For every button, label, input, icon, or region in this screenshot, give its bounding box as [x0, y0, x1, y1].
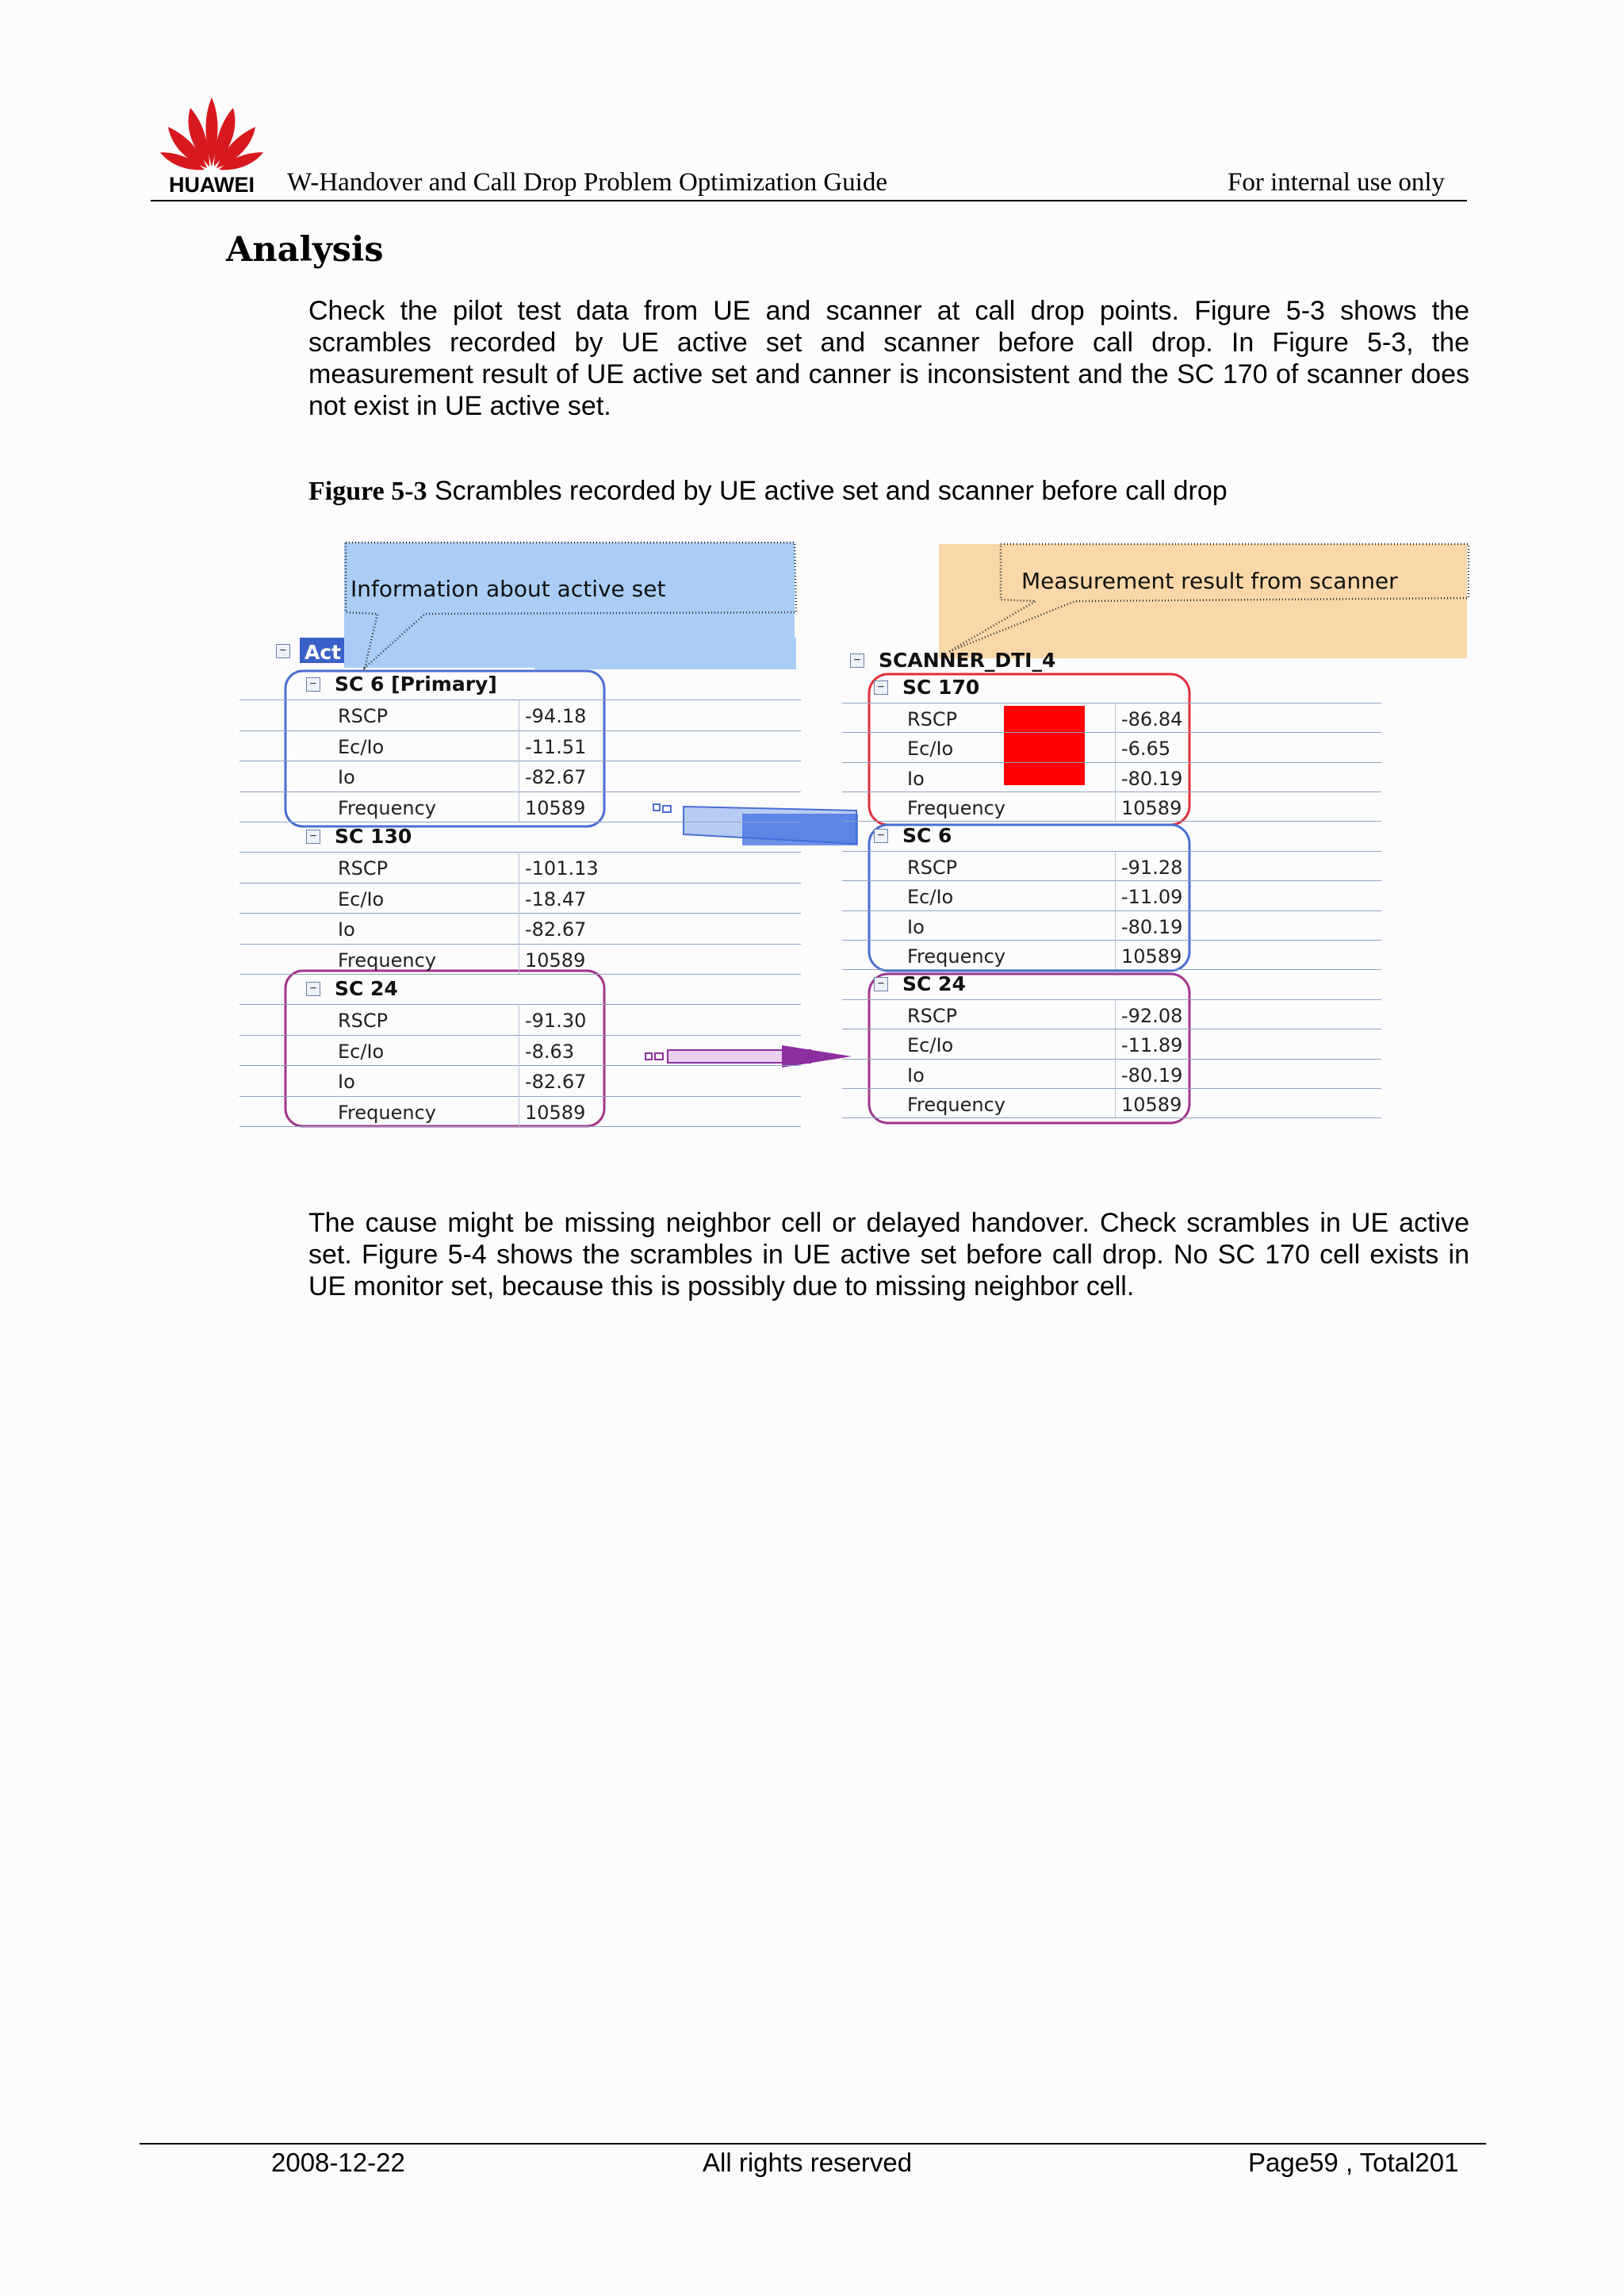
property-value: 10589 — [525, 1101, 586, 1124]
property-label: Frequency — [907, 796, 1005, 819]
property-value: -86.84 — [1121, 708, 1183, 730]
column-separator — [1115, 792, 1116, 821]
property-label: Io — [338, 1071, 355, 1093]
property-label: Io — [907, 767, 925, 790]
property-label: Frequency — [338, 949, 436, 972]
property-value: -94.18 — [525, 705, 587, 727]
property-label: Io — [338, 918, 355, 941]
right-root-label[interactable]: SCANNER_DTI_4 — [879, 649, 1056, 672]
property-value: -91.30 — [525, 1010, 587, 1032]
collapse-icon[interactable]: − — [306, 677, 320, 692]
table-row — [239, 1096, 801, 1128]
left-callout-text: Information about active set — [350, 576, 666, 602]
property-value: 10589 — [525, 796, 586, 819]
property-value: -82.67 — [525, 766, 587, 788]
property-value: -11.51 — [525, 735, 587, 758]
collapse-icon[interactable]: − — [874, 829, 888, 843]
sc-group-title[interactable]: SC 6 [Primary] — [335, 673, 497, 696]
property-value: -11.89 — [1121, 1034, 1183, 1057]
paragraph-analysis: Check the pilot test data from UE and scanner at call drop points. Figure 5-3 shows the scrambles recorded by UE active set and scanner before call drop. In Figure 5-3, the measurement result of UE active set and canner is inconsistent and the SC 170 of scanner does not exist in UE active set. — [308, 296, 1469, 421]
column-separator — [1115, 940, 1116, 969]
section-heading: Analysis — [226, 230, 384, 270]
property-label: Ec/Io — [907, 886, 954, 909]
footer-date: 2008-12-22 — [271, 2148, 405, 2177]
sc-group-title[interactable]: SC 24 — [335, 977, 398, 1000]
property-value: -80.19 — [1121, 1064, 1183, 1087]
footer-divider — [140, 2143, 1486, 2145]
property-value: 10589 — [1121, 796, 1182, 819]
table-row — [239, 913, 801, 945]
table-row — [239, 1065, 801, 1097]
tree-group-row — [239, 974, 801, 1005]
property-label: Ec/Io — [338, 735, 385, 758]
property-value: -80.19 — [1121, 915, 1183, 938]
property-label: Ec/Io — [907, 738, 954, 761]
sc-group-title[interactable]: SC 130 — [335, 825, 412, 848]
property-label: RSCP — [907, 1005, 958, 1027]
property-label: Io — [907, 915, 925, 938]
header-divider — [151, 200, 1467, 201]
property-label: Io — [907, 1064, 925, 1087]
property-value: -101.13 — [525, 857, 599, 880]
collapse-icon[interactable]: − — [874, 977, 888, 991]
column-separator — [1115, 732, 1116, 761]
property-value: -6.65 — [1121, 738, 1171, 761]
right-callout-bg — [939, 544, 1467, 658]
figure-caption-label: Figure 5-3 — [308, 477, 427, 506]
property-label: Io — [338, 766, 355, 788]
property-value: -82.67 — [525, 1071, 587, 1093]
sc-group-title[interactable]: SC 170 — [902, 676, 980, 699]
property-value: -80.19 — [1121, 767, 1183, 790]
collapse-icon[interactable]: − — [306, 830, 320, 844]
property-value: 10589 — [1121, 1093, 1182, 1116]
property-label: Frequency — [338, 1101, 436, 1124]
property-label: RSCP — [338, 705, 389, 727]
column-separator — [1115, 880, 1116, 910]
left-root-label[interactable]: Act — [304, 641, 342, 664]
table-row — [239, 700, 801, 731]
table-row — [239, 852, 801, 884]
property-label: RSCP — [338, 1010, 389, 1032]
table-row — [239, 761, 801, 792]
sc-group-title[interactable]: SC 24 — [902, 972, 966, 995]
sc-group-title[interactable]: SC 6 — [902, 824, 952, 847]
table-row — [239, 883, 801, 914]
figure-5-3 — [235, 533, 1472, 1136]
collapse-icon[interactable]: − — [276, 644, 290, 658]
table-row — [239, 730, 801, 762]
column-separator — [1115, 1059, 1116, 1088]
property-label: Ec/Io — [907, 1034, 954, 1057]
right-callout-text: Measurement result from scanner — [1021, 568, 1398, 594]
collapse-icon[interactable]: − — [874, 680, 888, 695]
property-value: -11.09 — [1121, 886, 1183, 909]
property-label: RSCP — [338, 857, 389, 880]
table-row — [239, 792, 801, 823]
property-label: Ec/Io — [338, 887, 385, 910]
property-label: Frequency — [338, 796, 436, 819]
column-separator — [1115, 1029, 1116, 1058]
figure-caption-text: Scrambles recorded by UE active set and scanner before call drop — [427, 476, 1228, 506]
table-row — [239, 944, 801, 976]
property-label: RSCP — [907, 857, 958, 879]
property-value: 10589 — [525, 949, 586, 972]
left-callout-bg-extension — [534, 638, 796, 669]
column-separator — [1115, 910, 1116, 940]
property-value: -8.63 — [525, 1040, 575, 1063]
property-value: -92.08 — [1121, 1005, 1183, 1027]
property-label: Ec/Io — [338, 1040, 385, 1063]
tree-group-row — [239, 822, 801, 853]
logo-wordmark: HUAWEI — [169, 173, 255, 197]
column-separator — [1115, 703, 1116, 732]
table-row — [239, 1035, 801, 1067]
document-title: W-Handover and Call Drop Problem Optimization Guide — [287, 168, 888, 197]
collapse-icon[interactable]: − — [306, 982, 320, 996]
property-value: -82.67 — [525, 918, 587, 941]
column-separator — [1115, 1088, 1116, 1117]
property-value: -18.47 — [525, 887, 587, 910]
huawei-petals-icon — [159, 94, 265, 173]
figure-caption — [308, 476, 1228, 507]
tree-group-row — [239, 669, 801, 700]
column-separator — [1115, 762, 1116, 792]
footer-rights: All rights reserved — [703, 2148, 913, 2177]
classification-label: For internal use only — [1228, 168, 1446, 197]
property-value: -91.28 — [1121, 857, 1183, 879]
paragraph-cause: The cause might be missing neighbor cell or delayed handover. Check scrambles in UE active set. Figure 5-4 shows the scrambles in UE active set before call drop. No SC 170 cell exists in UE monitor set, because this is possibly due to missing neighbor cell. — [308, 1208, 1469, 1301]
property-value: 10589 — [1121, 945, 1182, 968]
column-separator — [1115, 851, 1116, 880]
table-row — [239, 1004, 801, 1036]
property-label: RSCP — [907, 708, 958, 730]
property-label: Frequency — [907, 945, 1005, 968]
property-label: Frequency — [907, 1093, 1005, 1116]
collapse-icon[interactable]: − — [850, 654, 864, 668]
column-separator — [1115, 999, 1116, 1029]
footer-page-number: Page59 , Total201 — [1248, 2148, 1459, 2177]
